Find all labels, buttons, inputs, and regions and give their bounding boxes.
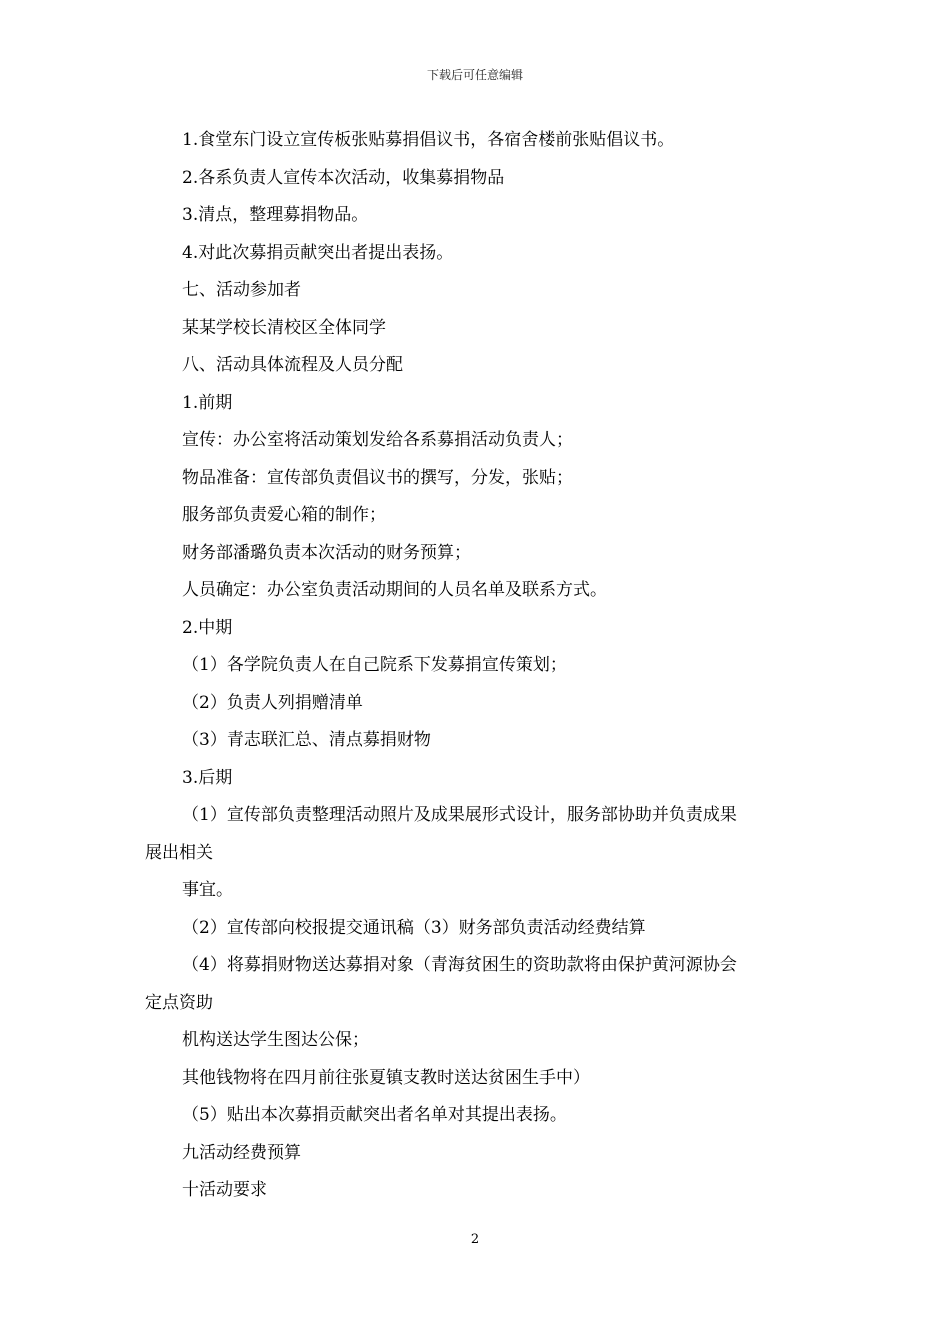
paragraph-line: 定点资助	[145, 992, 213, 1013]
document-body	[145, 122, 810, 1210]
paragraph-line: 九活动经费预算	[182, 1142, 301, 1163]
paragraph-line: 机构送达学生图达公保；	[182, 1030, 369, 1050]
paragraph-line: 服务部负责爱心箱的制作；	[182, 505, 386, 525]
paragraph-line: 宣传：办公室将活动策划发给各系募捐活动负责人；	[182, 430, 573, 450]
paragraph-line: 3.后期	[182, 767, 233, 788]
paragraph-line: 1.食堂东门设立宣传板张贴募捐倡议书，各宿舍楼前张贴倡议书。	[182, 130, 675, 150]
paragraph-line: 十活动要求	[182, 1180, 267, 1200]
paragraph-line: 1.前期	[182, 392, 233, 413]
page-number: 2	[470, 1232, 480, 1247]
paragraph-line: 4.对此次募捐贡献突出者提出表扬。	[182, 242, 454, 263]
paragraph-line: 物品准备：宣传部负责倡议书的撰写，分发，张贴；	[182, 467, 573, 488]
paragraph-line: 展出相关	[145, 842, 213, 863]
paragraph-line: 事宜。	[182, 880, 233, 900]
paragraph-line: （5）贴出本次募捐贡献突出者名单对其提出表扬。	[182, 1105, 567, 1125]
paragraph-line: 2.各系负责人宣传本次活动，收集募捐物品	[182, 167, 505, 188]
paragraph-line: 财务部潘璐负责本次活动的财务预算；	[182, 542, 471, 563]
paragraph-line: （3）青志联汇总、清点募捐财物	[182, 730, 431, 750]
paragraph-line: 人员确定：办公室负责活动期间的人员名单及联系方式。	[182, 580, 607, 600]
paragraph-line: （4）将募捐财物送达募捐对象（青海贫困生的资助款将由保护黄河源协会	[182, 955, 737, 975]
paragraph-line: 2.中期	[182, 617, 233, 638]
paragraph-line: 七、活动参加者	[182, 280, 301, 300]
paragraph-line: 3.清点，整理募捐物品。	[182, 205, 369, 225]
paragraph-line: （2）负责人列捐赠清单	[182, 692, 363, 713]
paragraph-line: 某某学校长清校区全体同学	[182, 317, 386, 338]
paragraph-line: 八、活动具体流程及人员分配	[182, 355, 403, 375]
paragraph-line: （1）各学院负责人在自己院系下发募捐宣传策划；	[182, 655, 567, 675]
paragraph-line: （2）宣传部向校报提交通讯稿（3）财务部负责活动经费结算	[182, 917, 646, 938]
paragraph-line: （1）宣传部负责整理活动照片及成果展形式设计，服务部协助并负责成果	[182, 805, 737, 825]
paragraph-line: 其他钱物将在四月前往张夏镇支教时送达贫困生手中）	[182, 1067, 590, 1088]
page-header: 下载后可任意编辑	[426, 68, 523, 82]
